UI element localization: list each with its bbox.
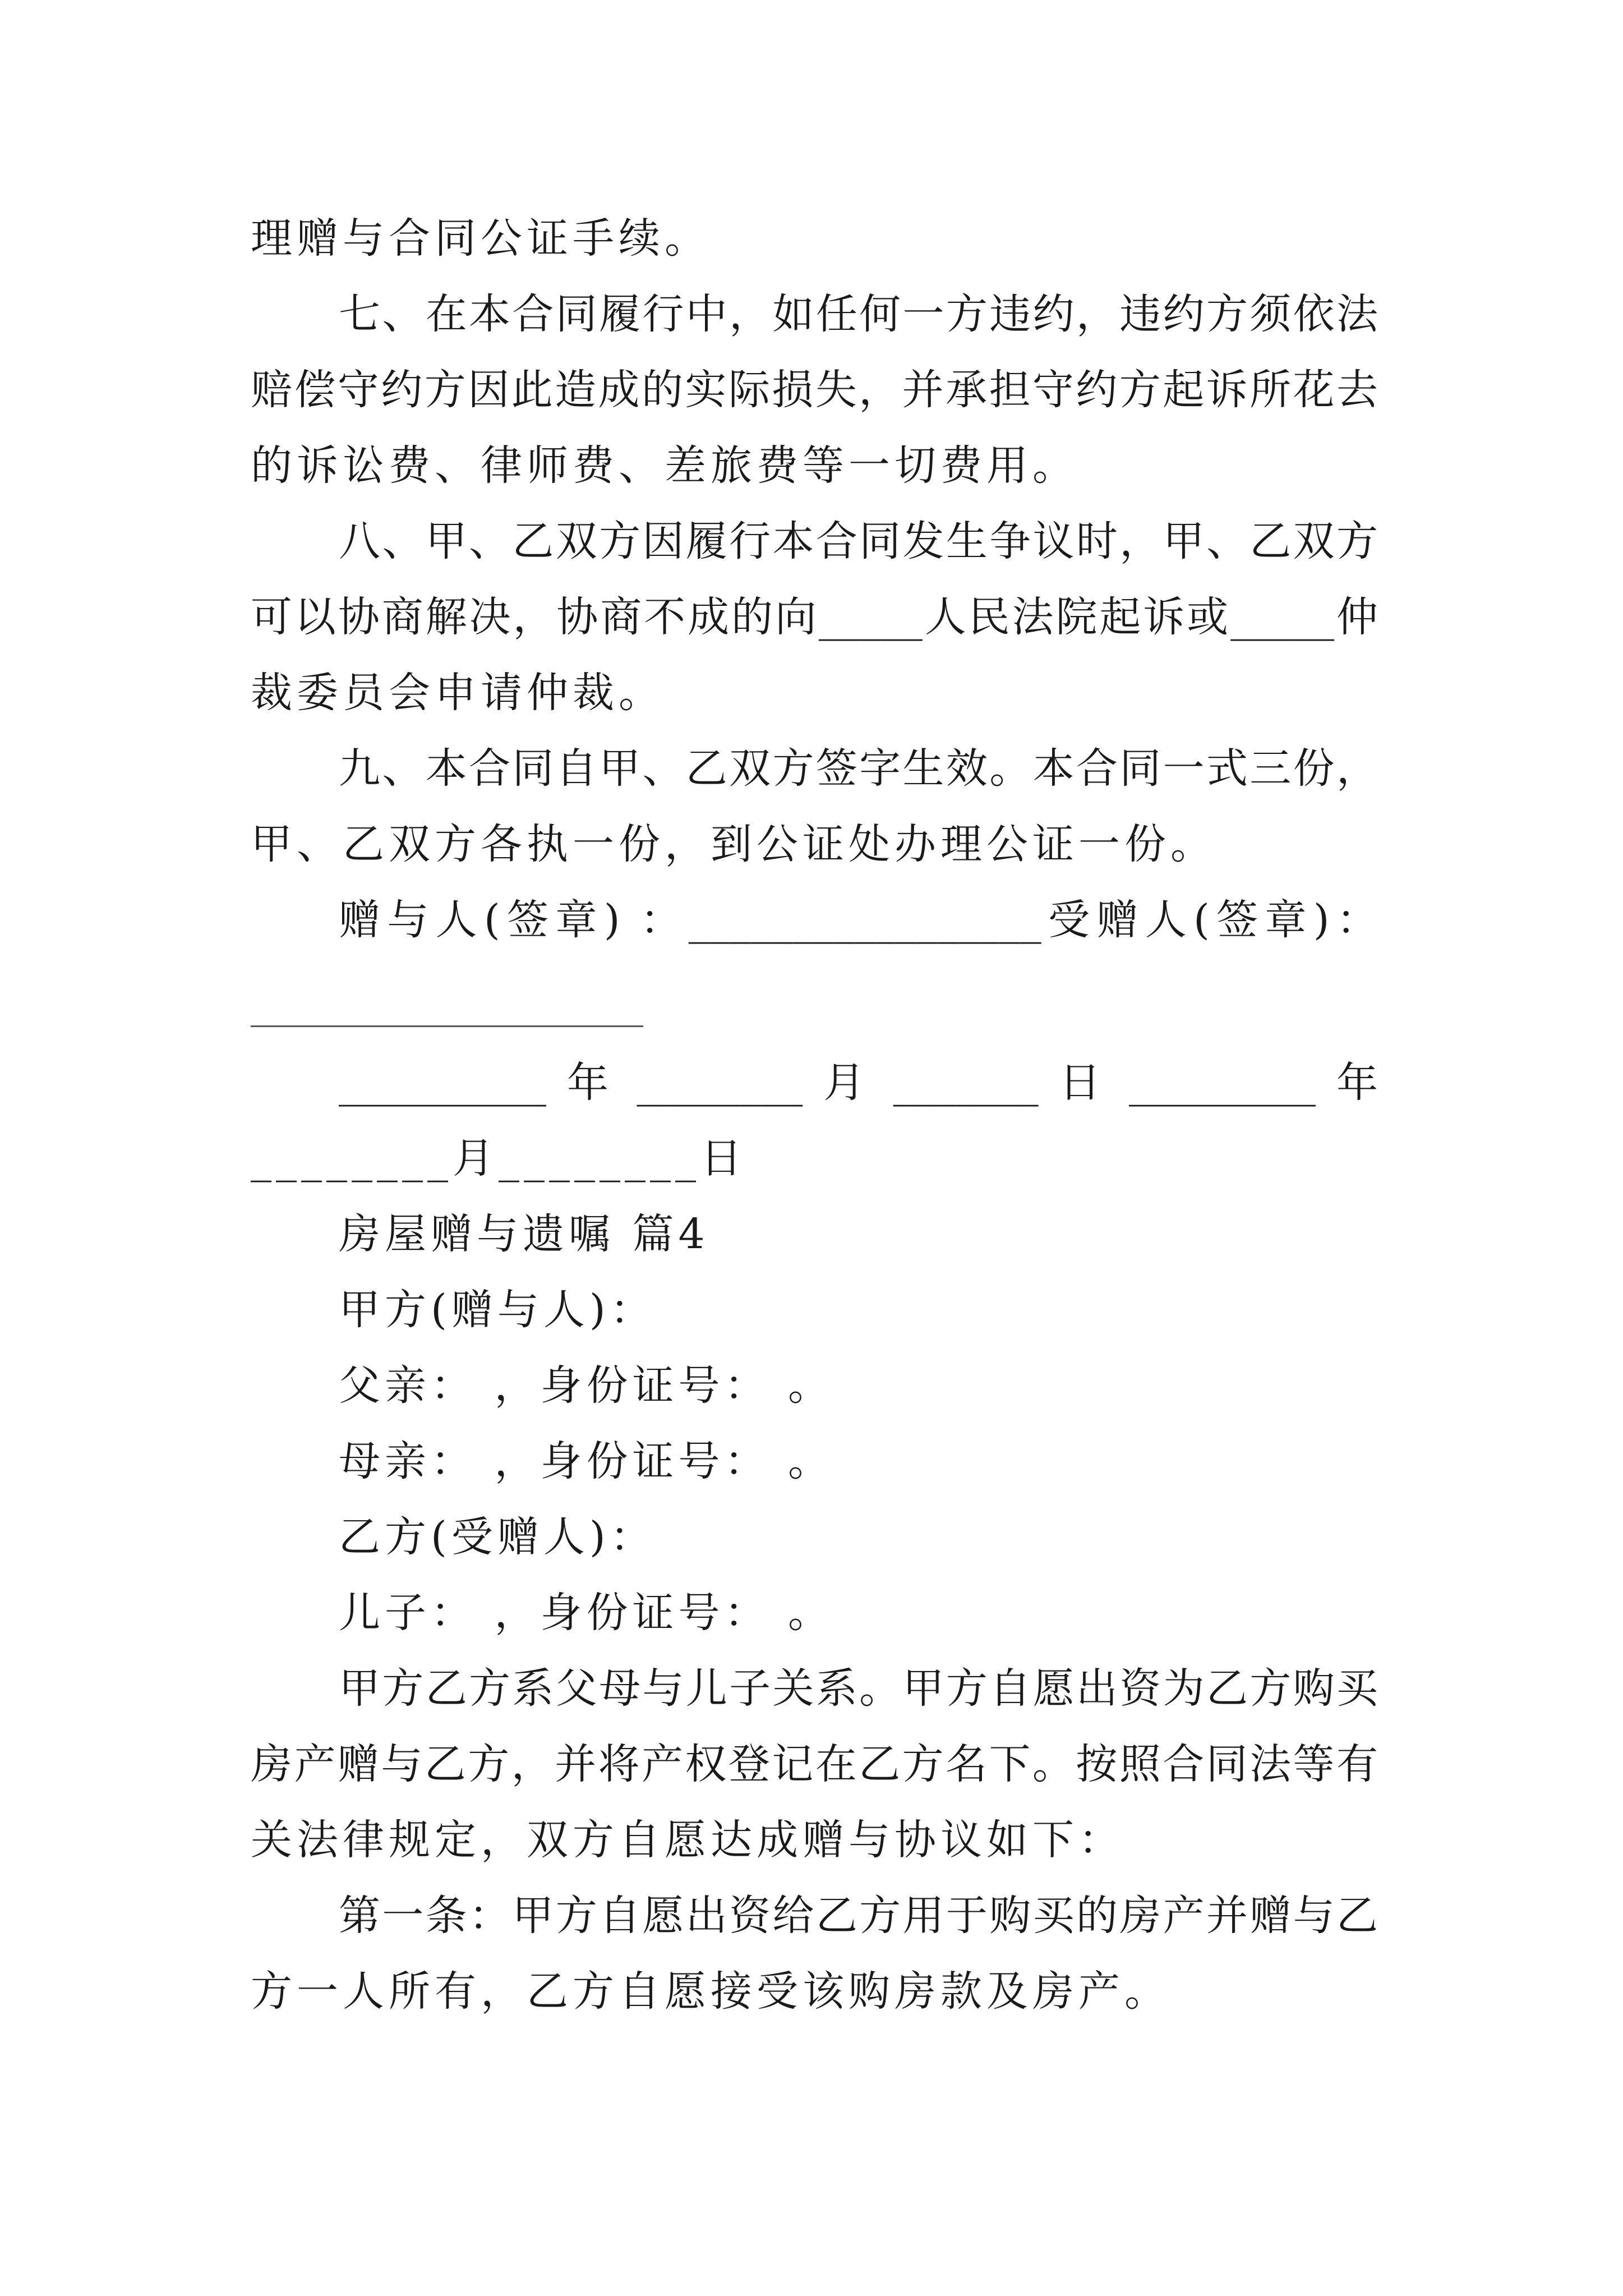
clause-8-line-3: 裁委员会申请仲裁。 [251,669,665,717]
date-line-2: ________月________日 [251,1134,746,1182]
mother-id-line: 母亲： ，身份证号： 。 [339,1437,834,1485]
signature-blank-rule [251,1025,643,1027]
party-a-label: 甲方(赠与人)： [339,1286,656,1334]
relation-line-3: 关法律规定，双方自愿达成赠与协议如下： [251,1816,1124,1864]
clause-7-line-1: 七、在本合同履行中，如任何一方违约，违约方须依法 [339,290,1378,338]
clause-8-line-2: 可以协商解决，协商不成的向_____人民法院起诉或_____仲 [251,593,1378,641]
date-line-1: __________ 年 ________ 月 _______ 日 _________ 年 [339,1059,1378,1107]
signature-line: 赠与人(签章) ：_________________受赠人(签章)： [339,896,1378,944]
son-id-line: 儿子： ，身份证号： 。 [339,1589,834,1637]
section-heading: 房屋赠与遗嘱 篇4 [339,1210,709,1258]
father-id-line: 父亲： ，身份证号： 。 [339,1361,834,1410]
relation-line-2: 房产赠与乙方，并将产权登记在乙方名下。按照合同法等有 [251,1740,1378,1788]
clause-7-line-2: 赔偿守约方因此造成的实际损失，并承担守约方起诉所花去 [251,366,1378,414]
clause-9-line-2: 甲、乙双方各执一份，到公证处办理公证一份。 [251,820,1216,868]
clause-8-line-1: 八、甲、乙双方因履行本合同发生争议时，甲、乙双方 [339,517,1378,565]
article-1-line-2: 方一人所有，乙方自愿接受该购房款及房产。 [251,1967,1170,2016]
clause-9-line-1: 九、本合同自甲、乙双方签字生效。本合同一式三份， [339,744,1378,793]
relation-line-1: 甲方乙方系父母与儿子关系。甲方自愿出资为乙方购买 [339,1664,1378,1713]
text-line-1: 理赠与合同公证手续。 [251,214,711,263]
clause-7-line-3: 的诉讼费、律师费、差旅费等一切费用。 [251,441,1078,490]
party-b-label: 乙方(受赠人)： [339,1513,656,1561]
article-1-line-1: 第一条：甲方自愿出资给乙方用于购买的房产并赠与乙 [339,1892,1378,1940]
